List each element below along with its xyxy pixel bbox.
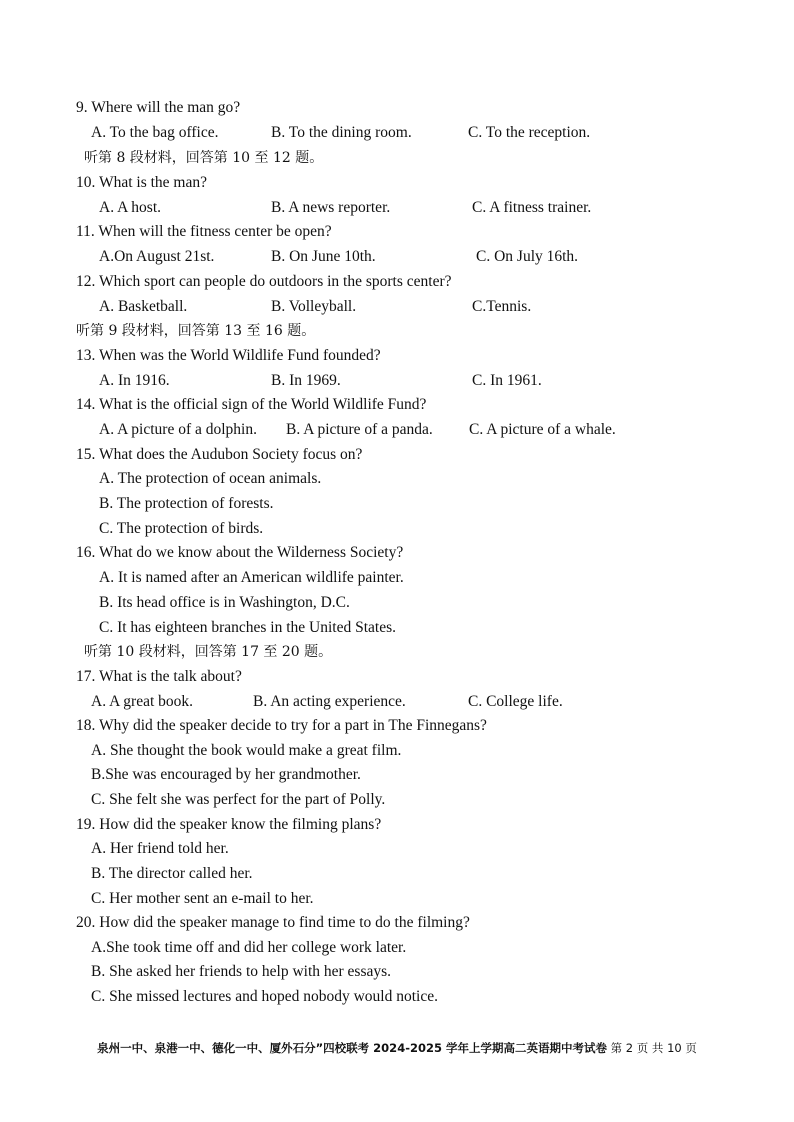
- question-20: 20. How did the speaker manage to find time to do the filming?: [76, 914, 470, 931]
- q16-option-b: B. Its head office is in Washington, D.C.: [99, 594, 350, 611]
- question-16: 16. What do we know about the Wilderness Society?: [76, 544, 404, 561]
- q17-option-a: A. A great book.: [91, 693, 194, 710]
- q10-option-a: A. A host.: [99, 199, 162, 216]
- q15-option-b: B. The protection of forests.: [99, 495, 274, 512]
- question-11: 11. When will the fitness center be open?: [76, 223, 332, 240]
- question-15: 15. What does the Audubon Society focus on?: [76, 446, 363, 463]
- page-footer: [0, 1040, 794, 1056]
- section-10-instruction: 听第 10 段材料，回答第 17 至 20 题。: [84, 644, 333, 660]
- question-13: 13. When was the World Wildlife Fund founded?: [76, 347, 381, 364]
- q18-option-a: A. She thought the book would make a great film.: [91, 742, 402, 759]
- q9-option-c: C. To the reception.: [468, 124, 591, 141]
- q19-option-c: C. Her mother sent an e-mail to her.: [91, 890, 314, 907]
- q9-option-a: A. To the bag office.: [91, 124, 219, 141]
- question-10: 10. What is the man?: [76, 174, 208, 191]
- q14-option-c: C. A picture of a whale.: [469, 421, 616, 438]
- q9-option-b: B. To the dining room.: [271, 124, 412, 141]
- question-14: 14. What is the official sign of the World Wildlife Fund?: [76, 396, 427, 413]
- footer-page-info: 第 2 页 共 10 页: [610, 1041, 697, 1055]
- q17-option-c: C. College life.: [468, 693, 563, 710]
- q18-option-b: B.She was encouraged by her grandmother.: [91, 766, 361, 783]
- q14-option-a: A. A picture of a dolphin.: [99, 421, 257, 438]
- question-18: 18. Why did the speaker decide to try for a part in The Finnegans?: [76, 717, 487, 734]
- q18-option-c: C. She felt she was perfect for the part of Polly.: [91, 791, 386, 808]
- q20-option-a: A.She took time off and did her college work later.: [91, 939, 407, 956]
- q20-option-c: C. She missed lectures and hoped nobody would notice.: [91, 988, 438, 1005]
- footer-exam-title: 泉州一中、泉港一中、德化一中、厦外石分”四校联考 2024-2025 学年上学期高二英语期中考试卷: [97, 1041, 607, 1055]
- q17-option-b: B. An acting experience.: [253, 693, 406, 710]
- q20-option-b: B. She asked her friends to help with her essays.: [91, 963, 392, 980]
- q12-option-c: C.Tennis.: [472, 298, 532, 315]
- q11-option-a: A.On August 21st.: [99, 248, 215, 265]
- q19-option-b: B. The director called her.: [91, 865, 253, 882]
- question-19: 19. How did the speaker know the filming plans?: [76, 816, 382, 833]
- q10-option-c: C. A fitness trainer.: [472, 199, 592, 216]
- q15-option-c: C. The protection of birds.: [99, 520, 264, 537]
- q14-option-b: B. A picture of a panda.: [286, 421, 433, 438]
- question-9: 9. Where will the man go?: [76, 99, 241, 116]
- q12-option-a: A. Basketball.: [99, 298, 188, 315]
- section-9-instruction: 听第 9 段材料，回答第 13 至 16 题。: [76, 323, 316, 339]
- q15-option-a: A. The protection of ocean animals.: [99, 470, 322, 487]
- question-12: 12. Which sport can people do outdoors in the sports center?: [76, 273, 452, 290]
- question-17: 17. What is the talk about?: [76, 668, 242, 685]
- q16-option-a: A. It is named after an American wildlife painter.: [99, 569, 404, 586]
- q10-option-b: B. A news reporter.: [271, 199, 391, 216]
- q19-option-a: A. Her friend told her.: [91, 840, 229, 857]
- q12-option-b: B. Volleyball.: [271, 298, 357, 315]
- q13-option-c: C. In 1961.: [472, 372, 542, 389]
- q11-option-b: B. On June 10th.: [271, 248, 376, 265]
- section-8-instruction: 听第 8 段材料，回答第 10 至 12 题。: [84, 150, 324, 166]
- q13-option-b: B. In 1969.: [271, 372, 341, 389]
- q16-option-c: C. It has eighteen branches in the United States.: [99, 619, 397, 636]
- q11-option-c: C. On July 16th.: [476, 248, 579, 265]
- q13-option-a: A. In 1916.: [99, 372, 170, 389]
